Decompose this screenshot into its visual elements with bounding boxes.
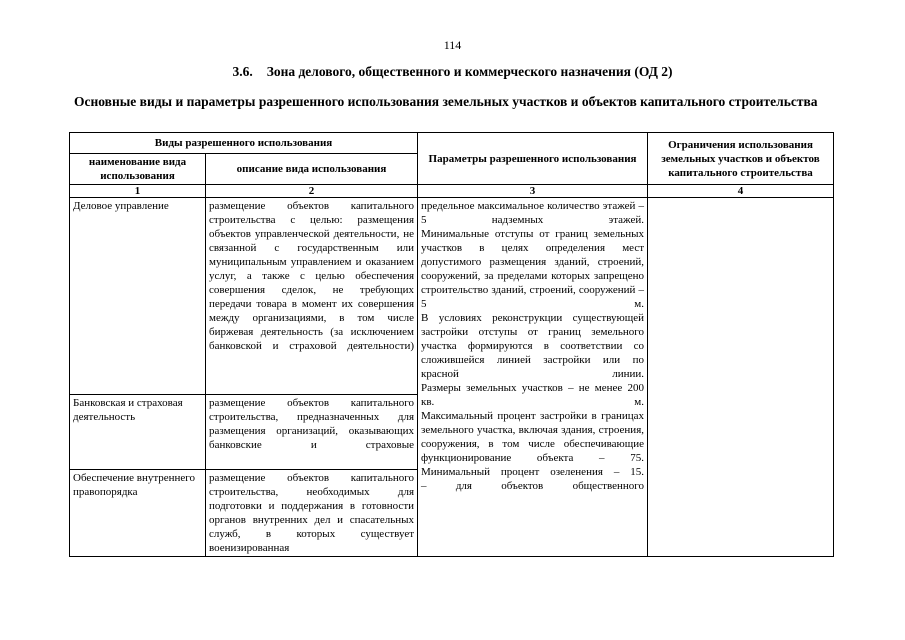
param-item: предельное максимальное количество этажей – 5 надземных этажей.: [421, 200, 645, 226]
param-item: – для объектов общественного: [421, 480, 645, 492]
section-title-text: Зона делового, общественного и коммерческого назначения (ОД 2): [266, 64, 673, 79]
land-use-table: [69, 132, 834, 557]
header-group-uses: Виды разрешенного использования: [70, 133, 418, 154]
table-header-row: [70, 133, 834, 154]
header-params: Параметры разрешенного использования: [418, 133, 648, 185]
limits-cell: [648, 198, 834, 557]
param-item: В условиях реконструкции существующей застройки отступы от границ земельного участка формируются в соответствии со сложившейся линией застройки или по красной линии.: [421, 312, 645, 380]
use-name: Деловое управление: [70, 198, 206, 395]
index-row: [70, 185, 834, 198]
index-cell: 4: [648, 185, 834, 198]
use-description: размещение объектов капитального строительства, необходимых для подготовки и поддержания в готовности органов внутренних дел и спасательных служб, в которых существует военизированная: [206, 470, 418, 557]
section-title: [0, 64, 905, 80]
use-description: размещение объектов капитального строительства, предназначенных для размещения организаций, оказывающих банковские и страховые: [206, 395, 418, 470]
header-limits: Ограничения использования земельных участков и объектов капитального строительства: [648, 133, 834, 185]
table-caption: Основные виды и параметры разрешенного использования земельных участков и объектов капитального строительства: [74, 94, 818, 109]
header-desc: описание вида использования: [206, 154, 418, 185]
table-row: [70, 198, 834, 395]
param-item: Размеры земельных участков – не менее 200 кв. м.: [421, 382, 645, 408]
param-item: Минимальный процент озеленения – 15.: [421, 466, 645, 478]
use-description: размещение объектов капитального строительства с целью: размещения объектов управленческой деятельности, не связанной с государственным или муниципальным управлением и оказанием услуг, а также с целью обеспечения совершения сделок, не требующих передачи товара в момент их совершения между организациями, в том числе биржевая деятельность (за исключением банковской и страховой деятельности): [206, 198, 418, 395]
page-number: 114: [443, 38, 462, 52]
section-number: 3.6.: [232, 64, 253, 79]
index-cell: 3: [418, 185, 648, 198]
param-item: Минимальные отступы от границ земельных участков в целях определения мест допустимого размещения зданий, строений, сооружений, за пределами которых запрещено строительство зданий, строений, сооружений – 5 м.: [421, 228, 645, 310]
use-name: Банковская и страховая деятельность: [70, 395, 206, 470]
header-name: наименование вида использования: [70, 154, 206, 185]
index-cell: 1: [70, 185, 206, 198]
use-name: Обеспечение внутреннего правопорядка: [70, 470, 206, 557]
param-item: Максимальный процент застройки в границах земельного участка, включая здания, строения, сооружения, в том числе обеспечивающие функционирование объекта – 75.: [421, 410, 645, 464]
params-cell: [418, 198, 648, 557]
index-cell: 2: [206, 185, 418, 198]
